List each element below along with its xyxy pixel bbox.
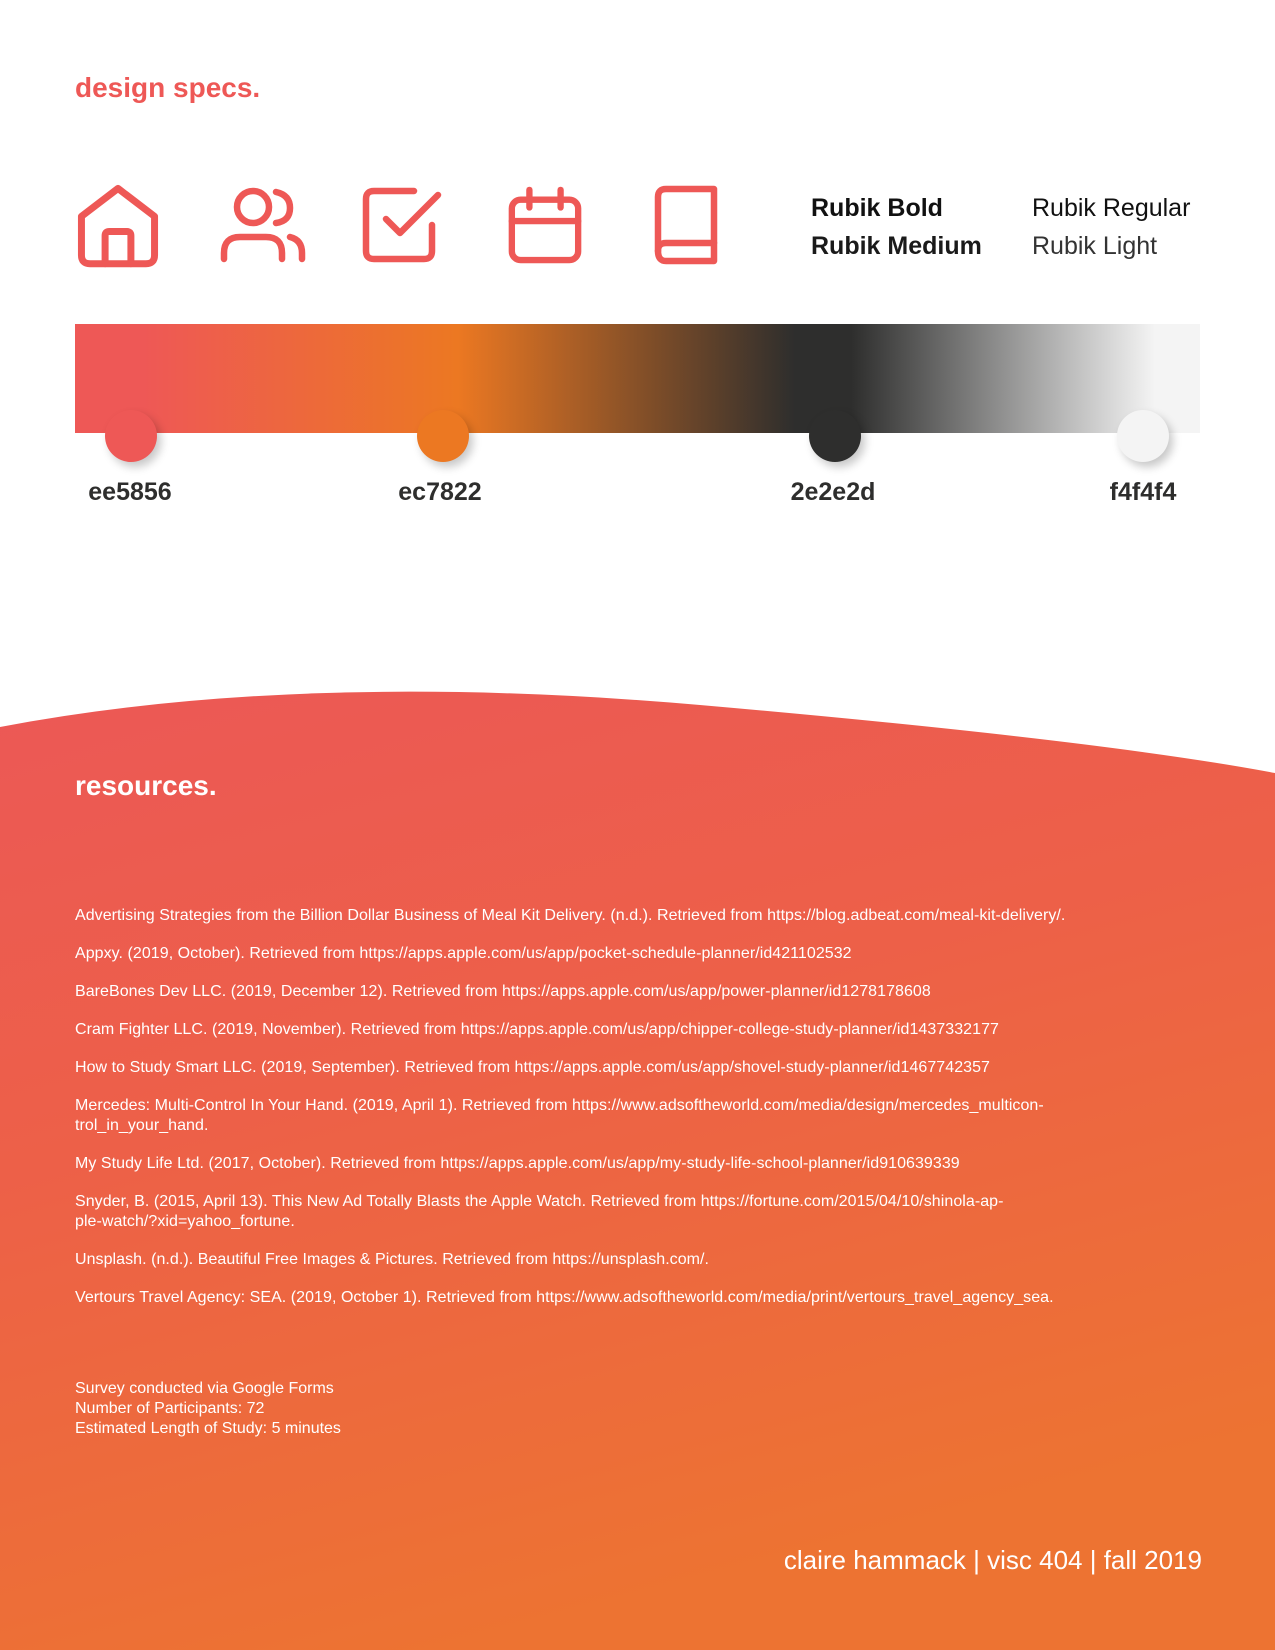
reference-item: My Study Life Ltd. (2017, October). Retrieved from https://apps.apple.com/us/app/my-study-life-school-planner/id910639339 <box>75 1155 960 1172</box>
book-icon <box>652 182 722 268</box>
reference-item: Vertours Travel Agency: SEA. (2019, October 1). Retrieved from https://www.adsoftheworld.com/media/print/vertours_travel_agency_sea. <box>75 1289 1054 1306</box>
font-spec-medium: Rubik Medium <box>811 232 982 260</box>
swatch-dot <box>809 410 861 462</box>
color-gradient-bar <box>75 324 1200 433</box>
footer-credit: claire hammack | visc 404 | fall 2019 <box>783 1545 1202 1575</box>
design-specs-title: design specs. <box>75 72 261 103</box>
reference-list <box>75 906 1215 1326</box>
reference-item: Snyder, B. (2015, April 13). This New Ad Totally Blasts the Apple Watch. Retrieved from https://fortune.com/2015/04/10/shinola-ap- ple-watch/?xid=yahoo_fortune. <box>75 1193 1004 1230</box>
reference-item: How to Study Smart LLC. (2019, September). Retrieved from https://apps.apple.com/us/app/shovel-study-planner/id1467742357 <box>75 1059 990 1076</box>
reference-item: Mercedes: Multi-Control In Your Hand. (2019, April 1). Retrieved from https://www.adsoftheworld.com/media/design/mercedes_multicon- trol_in_your_hand. <box>75 1097 1044 1134</box>
swatch-label: f4f4f4 <box>1109 478 1177 506</box>
swatch-dot <box>417 410 469 462</box>
reference-item: Cram Fighter LLC. (2019, November). Retrieved from https://apps.apple.com/us/app/chipper-college-study-planner/id1437332177 <box>75 1021 999 1038</box>
font-spec-regular: Rubik Regular <box>1032 194 1191 222</box>
survey-method: Survey conducted via Google Forms <box>75 1380 334 1397</box>
resources-title: resources. <box>75 770 217 801</box>
reference-item: Unsplash. (n.d.). Beautiful Free Images & Pictures. Retrieved from https://unsplash.com/. <box>75 1251 710 1268</box>
swatch-dot <box>105 410 157 462</box>
survey-info <box>75 1379 341 1439</box>
reference-item: Appxy. (2019, October). Retrieved from https://apps.apple.com/us/app/pocket-schedule-planner/id421102532 <box>75 945 852 962</box>
survey-length: Estimated Length of Study: 5 minutes <box>75 1420 341 1437</box>
reference-item: Advertising Strategies from the Billion Dollar Business of Meal Kit Delivery. (n.d.). Retrieved from https://blog.adbeat.com/meal-kit-delivery/. <box>75 907 1066 924</box>
swatch-label: 2e2e2d <box>790 478 876 506</box>
checkbox-icon <box>362 182 442 268</box>
reference-item: BareBones Dev LLC. (2019, December 12). Retrieved from https://apps.apple.com/us/app/power-planner/id1278178608 <box>75 983 931 1000</box>
home-icon <box>72 182 164 268</box>
swatch-dot <box>1117 410 1169 462</box>
calendar-icon <box>506 182 584 268</box>
font-spec-bold: Rubik Bold <box>811 194 943 222</box>
font-spec-light: Rubik Light <box>1032 232 1158 260</box>
swatch-label: ee5856 <box>88 478 172 506</box>
users-icon <box>218 182 308 268</box>
survey-participants: Number of Participants: 72 <box>75 1400 265 1417</box>
swatch-label: ec7822 <box>398 478 482 506</box>
